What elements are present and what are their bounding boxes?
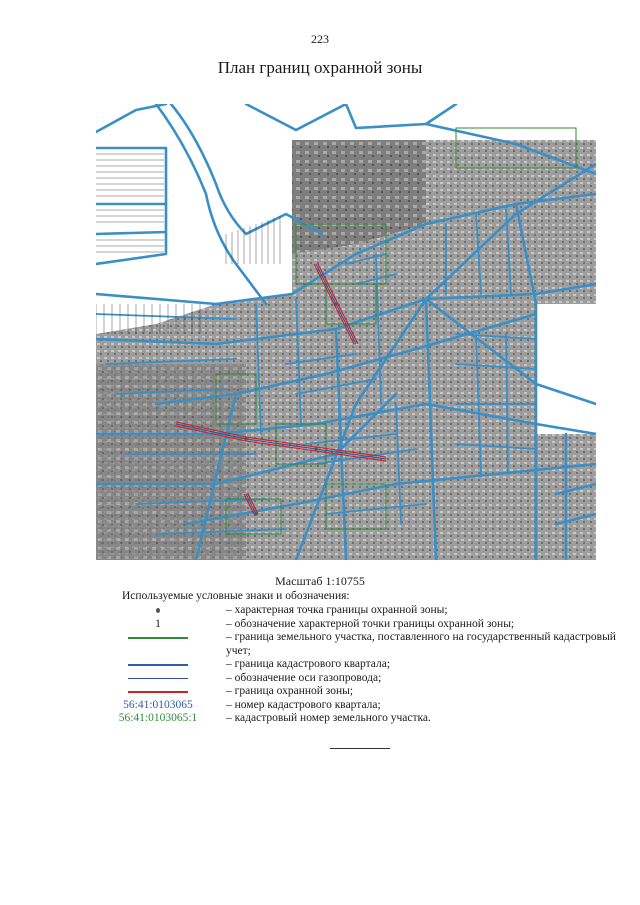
legend-item-point (96, 604, 616, 618)
quarter-boundary-left-block (96, 148, 166, 264)
dot-icon (156, 608, 160, 613)
zone-point (254, 512, 257, 515)
legend-item-quarter-number (96, 699, 616, 713)
legend-item-point-label (96, 618, 616, 632)
legend-text: – граница охранной зоны; (226, 685, 354, 697)
legend-item-zone (96, 685, 616, 699)
footer-rule (330, 748, 390, 749)
legend-text: – номер кадастрового квартала; (226, 698, 381, 711)
point-symbol (96, 604, 220, 618)
legend (96, 604, 616, 726)
page-number: 223 (311, 32, 329, 46)
plot-number-symbol (96, 712, 220, 726)
legend-heading: Используемые условные знаки и обозначения: (122, 590, 350, 602)
zone-point (244, 437, 247, 440)
scale-text: Масштаб 1:10755 (275, 574, 365, 588)
legend-text: – обозначение характерной точки границы охранной зоны; (226, 617, 515, 630)
legend-text: – кадастровый номер земельного участка. (226, 712, 431, 724)
legend-text: – граница земельного участка, поставленного на государственный кадастровый учет; (226, 631, 616, 657)
legend-item-pipeline (96, 672, 616, 686)
cadastral-map (96, 104, 596, 560)
navy-line-icon (128, 678, 188, 679)
legend-item-plot-number (96, 712, 616, 726)
legend-text: – характерная точка границы охранной зоны; (226, 604, 448, 616)
legend-text: – граница кадастрового квартала; (226, 658, 391, 670)
quarter-symbol (96, 658, 220, 672)
pipeline-symbol (96, 672, 220, 686)
legend-item-quarter (96, 658, 616, 672)
green-line-icon (128, 637, 188, 639)
ortho-area-east-gap (536, 304, 596, 434)
land-plot-symbol (96, 631, 220, 645)
zone-point (334, 302, 337, 305)
quarter-number-symbol (96, 699, 220, 713)
page-title: План границ охранной зоны (217, 58, 423, 77)
red-line-icon (128, 691, 188, 693)
zone-symbol (96, 685, 220, 699)
map-canvas (96, 104, 596, 560)
legend-item-land-plot (96, 631, 616, 658)
plot-number-code: 56:41:0103065:1 (118, 712, 198, 724)
legend-text: – обозначение оси газопровода; (226, 671, 382, 684)
point-label-digit: 1 (155, 617, 161, 630)
quarter-number-code: 56:41:0103065 (123, 698, 193, 711)
zone-point (314, 447, 317, 450)
point-label-symbol (96, 618, 220, 632)
blue-line-icon (128, 664, 188, 666)
